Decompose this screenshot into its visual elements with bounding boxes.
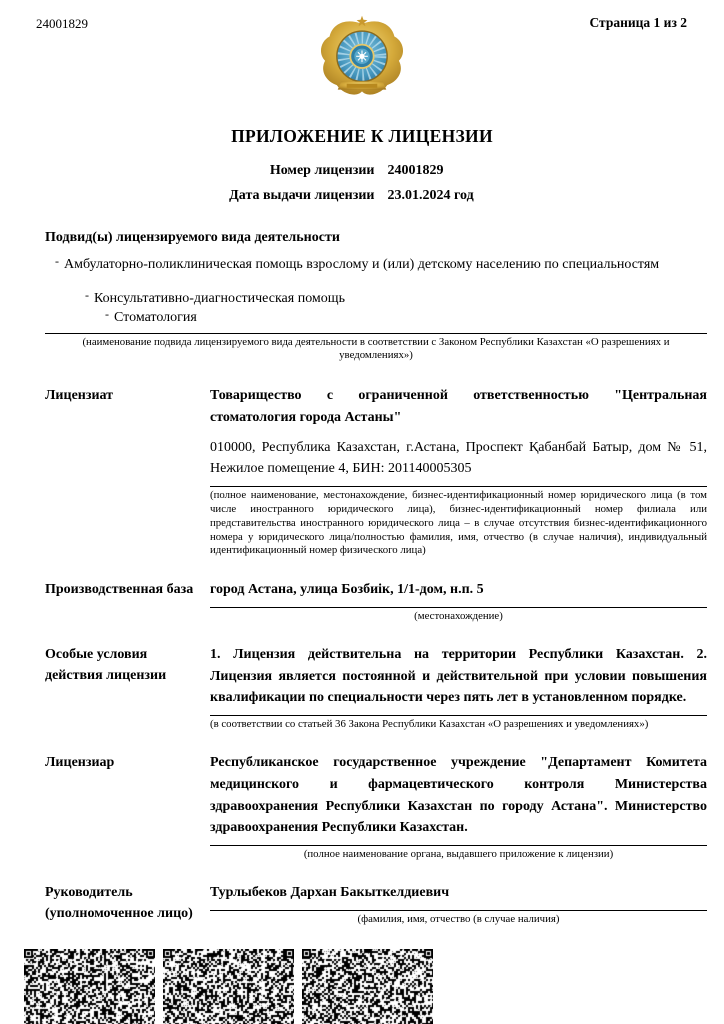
subtypes-caption: (наименование подвида лицензируемого вида деятельности в соответствии с Законом Республики Казахстан «О разрешениях и уведомлениях») [82, 336, 670, 362]
qr-code-block [24, 949, 724, 1024]
rule-licensor [210, 845, 707, 846]
dash-bullet: - [85, 288, 89, 302]
qr-code-2-icon [163, 949, 294, 1024]
license-meta [200, 163, 525, 204]
subtype-item-text: Стоматология [114, 310, 197, 325]
licensee-name: Товарищество с ограниченной ответственностью "Центральная стоматология города Астаны" [210, 388, 707, 426]
head-official-name: Турлыбеков Дархан Бакыткелдиевич [210, 885, 450, 901]
qr-code-1-icon [24, 949, 155, 1024]
page-header [0, 0, 724, 112]
dash-bullet: - [55, 254, 59, 268]
production-base-row [45, 579, 707, 623]
rule-licensee [210, 486, 707, 487]
page-title: ПРИЛОЖЕНИЕ К ЛИЦЕНЗИИ [231, 126, 493, 146]
dash-bullet: - [105, 307, 109, 321]
licensor-label: Лицензиар [45, 755, 115, 771]
production-base-content [210, 579, 707, 623]
subtypes-heading: Подвид(ы) лицензируемого вида деятельности [45, 230, 340, 245]
special-conditions-label: Особые условия действия лицензии [45, 647, 167, 684]
document-number: 24001829 [36, 16, 88, 31]
license-number-value: 24001829 [387, 163, 444, 178]
head-official-content [210, 882, 707, 926]
qr-code-3-icon [302, 949, 433, 1024]
licensee-row [45, 385, 707, 558]
licensor-row [45, 752, 707, 861]
licensee-caption: (полное наименование, местонахождение, бизнес-идентификационный номер юридического лица (в том числе иностранного юридического лица), бизнес-идентификационный номер филиала или представительства иностранного юридического лица – в случае отсутствия бизнес-идентификационного номера у юридического лица/полностью фамилия, имя, отчество (в случае наличия), индивидуальный идентификационный номер физического лица) [210, 489, 707, 557]
licensor-value: Республиканское государственное учреждение "Департамент Комитета медицинского и фармацевтического контроля Министерства здравоохранения Республики Казахстан по городу Астана". Министерство здравоохранения Республики Казахстан. [210, 755, 707, 836]
rule-head-official [210, 910, 707, 911]
special-conditions-content [210, 644, 707, 731]
document-body [45, 230, 707, 926]
head-official-label [45, 882, 210, 926]
head-official-caption: (фамилия, имя, отчество (в случае наличия) [357, 912, 560, 925]
subtype-item-text: Амбулаторно-поликлиническая помощь взрослому и (или) детскому населению по специальностям [64, 257, 660, 272]
licensor-content [210, 752, 707, 861]
licensee-label: Лицензиат [45, 388, 114, 404]
subtype-item [85, 288, 707, 307]
issue-date-value: 23.01.2024 год [387, 188, 474, 203]
rule-subtypes [45, 333, 707, 334]
head-official-row [45, 882, 707, 926]
licensee-address: 010000, Республика Казахстан, г.Астана, Проспект Қабанбай Батыр, дом № 51, Нежилое помещение 4, БИН: 201140005305 [210, 439, 707, 477]
special-conditions-value: 1. Лицензия действительна на территории Республики Казахстан. 2. Лицензия является постоянной и действительной при условии повышения квалификации по специальности через пять лет в установленном порядке. [210, 647, 707, 706]
production-base-label: Производственная база [45, 582, 194, 598]
licensee-content [210, 385, 707, 558]
head-official-label-line1: Руководитель [45, 885, 133, 901]
subtype-item [105, 307, 707, 326]
head-official-label-line2: (уполномоченное лицо) [45, 906, 193, 922]
special-conditions-caption: (в соответствии со статьей 36 Закона Республики Казахстан «О разрешениях и уведомлениях») [210, 718, 649, 731]
license-number-label: Номер лицензии [269, 163, 375, 178]
subtype-item-text: Консультативно-диагностическая помощь [94, 291, 345, 306]
rule-production-base [210, 607, 707, 608]
rule-special-conditions [210, 715, 707, 716]
kazakhstan-coat-of-arms-icon [317, 14, 407, 104]
subtype-item [55, 254, 707, 273]
issue-date-label: Дата выдачи лицензии [229, 188, 375, 203]
page-indicator: Страница 1 из 2 [589, 15, 687, 30]
licensor-caption: (полное наименование органа, выдавшего приложение к лицензии) [303, 848, 614, 860]
production-base-caption: (местонахождение) [414, 609, 503, 622]
production-base-value: город Астана, улица Бозбиік, 1/1-дом, н.п. 5 [210, 582, 484, 598]
special-conditions-row [45, 644, 707, 731]
